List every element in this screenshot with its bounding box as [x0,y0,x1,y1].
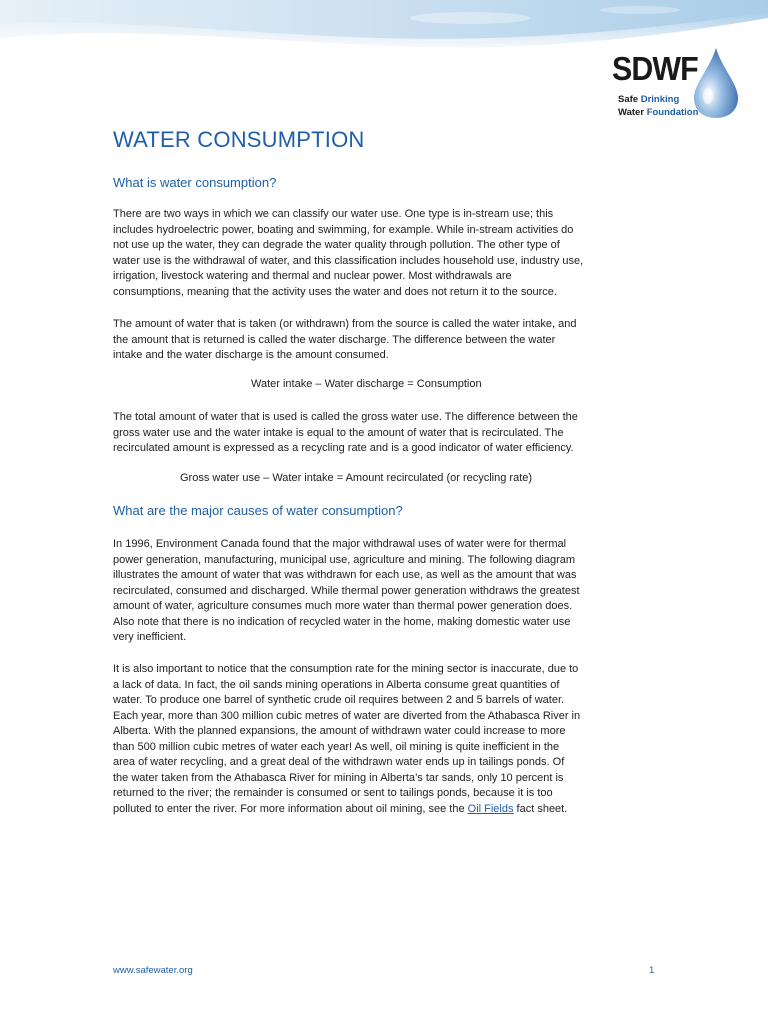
text-line: In 1996, Environment Canada found that the major withdrawal uses of water were for thermal [113,538,567,550]
text-line: Also note that there is no indication of recycled water in the home, making domestic water use [113,615,571,628]
text-line: The total amount of water that is used is called the gross water use. The difference between the [113,411,578,423]
text-line: Each year, more than 300 million cubic metres of water are diverted from the Athabasca River in [113,709,581,722]
text-line: than 500 million cubic metres of water each year! As well, oil mining is quite inefficient in the [113,740,560,753]
text-line: amount of water, agriculture consumes much more water than thermal power generation does. [113,600,573,612]
text-line: very inefficient. [113,631,187,643]
text-line: The amount of water that is taken (or withdrawn) from the source is called the water intake, and [113,318,577,330]
page-title: WATER CONSUMPTION [113,127,365,152]
paragraph-gross-water-use [113,410,658,457]
section-heading-major-causes: What are the major causes of water consumption? [113,503,403,518]
text-fragment: polluted to enter the river. For more information about oil mining, see the [113,802,468,815]
text-line: water use is the withdrawal of water, and this classification includes household use, industry use, [113,254,584,267]
footer-website-link[interactable]: www.safewater.org [113,965,193,976]
logo-tagline-line1: Safe Drinking [618,94,680,105]
paragraph-intake-discharge [113,317,658,364]
paragraph-environment-canada [113,537,658,646]
logo-tagline-line2: Water Foundation [618,107,699,118]
sdwf-logo [608,46,743,124]
text-line: There are two ways in which we can classify our water use. One type is in-stream use; this [113,208,554,220]
formula-consumption: Water intake – Water discharge = Consumption [251,378,482,390]
text-line: not use up the water, they can degrade the water quality through pollution. The other type of [113,239,560,251]
text-line: a lack of data. In fact, the oil sands mining operations in Alberta consume great quantities of [113,678,560,691]
text-line: the amount that is returned is called the water discharge. The difference between the water [113,333,556,346]
text-line: gross water use and the water intake is equal to the amount of water that is recirculated. The [113,426,564,439]
text-line: the water taken from the Athabasca River for mining in Alberta’s tar sands, only 10 percent is [113,771,564,784]
formula-recirculated: Gross water use – Water intake = Amount recirculated (or recycling rate) [180,472,533,484]
text-line: includes hydroelectric power, boating and swimming, for example. While in-stream activities do [113,223,574,236]
text-line: consumptions, meaning that the activity uses the water and does not return it to the source. [113,285,557,298]
text-line: power generation, manufacturing, municipal use, agriculture and mining. The following diagram [113,553,576,566]
paragraph-mining-sector [113,662,658,817]
text-line: recirculated, consumed and discharged. While thermal power generation withdraws the greatest [113,584,580,597]
text-fragment: fact sheet. [513,802,568,815]
text-line: It is also important to notice that the consumption rate for the mining sector is inaccurate, due to [113,663,579,675]
text-line-with-link [113,802,658,818]
text-line: recirculated amount is expressed as a recycling rate and is a good indicator of water efficiency. [113,442,574,454]
oil-fields-link[interactable]: Oil Fields [467,802,514,815]
logo-wordmark: SDWF [612,50,698,87]
section-heading-what-is: What is water consumption? [113,175,277,190]
text-line: illustrates the amount of water that was withdrawn for each use, as well as the amount that was [113,569,577,581]
text-line: intake and the water discharge is the amount consumed. [113,349,389,361]
page-number: 1 [649,965,655,976]
text-line: Alberta. With the planned expansions, the amount of withdrawn water could increase to more [113,725,566,737]
text-line: water. To produce one barrel of synthetic crude oil requires between 2 and 5 barrels of water. [113,694,565,706]
text-line: area of water recycling, and a great deal of the withdrawn water ends up in tailings ponds. Of [113,756,565,768]
text-line: irrigation, livestock watering and thermal and nuclear power. Most withdrawals are [113,270,512,282]
text-line: returned to the river; the remainder is consumed or sent to tailings ponds, because it is too [113,787,553,799]
paragraph-water-use-types [113,207,658,300]
water-drop-icon [692,46,740,120]
